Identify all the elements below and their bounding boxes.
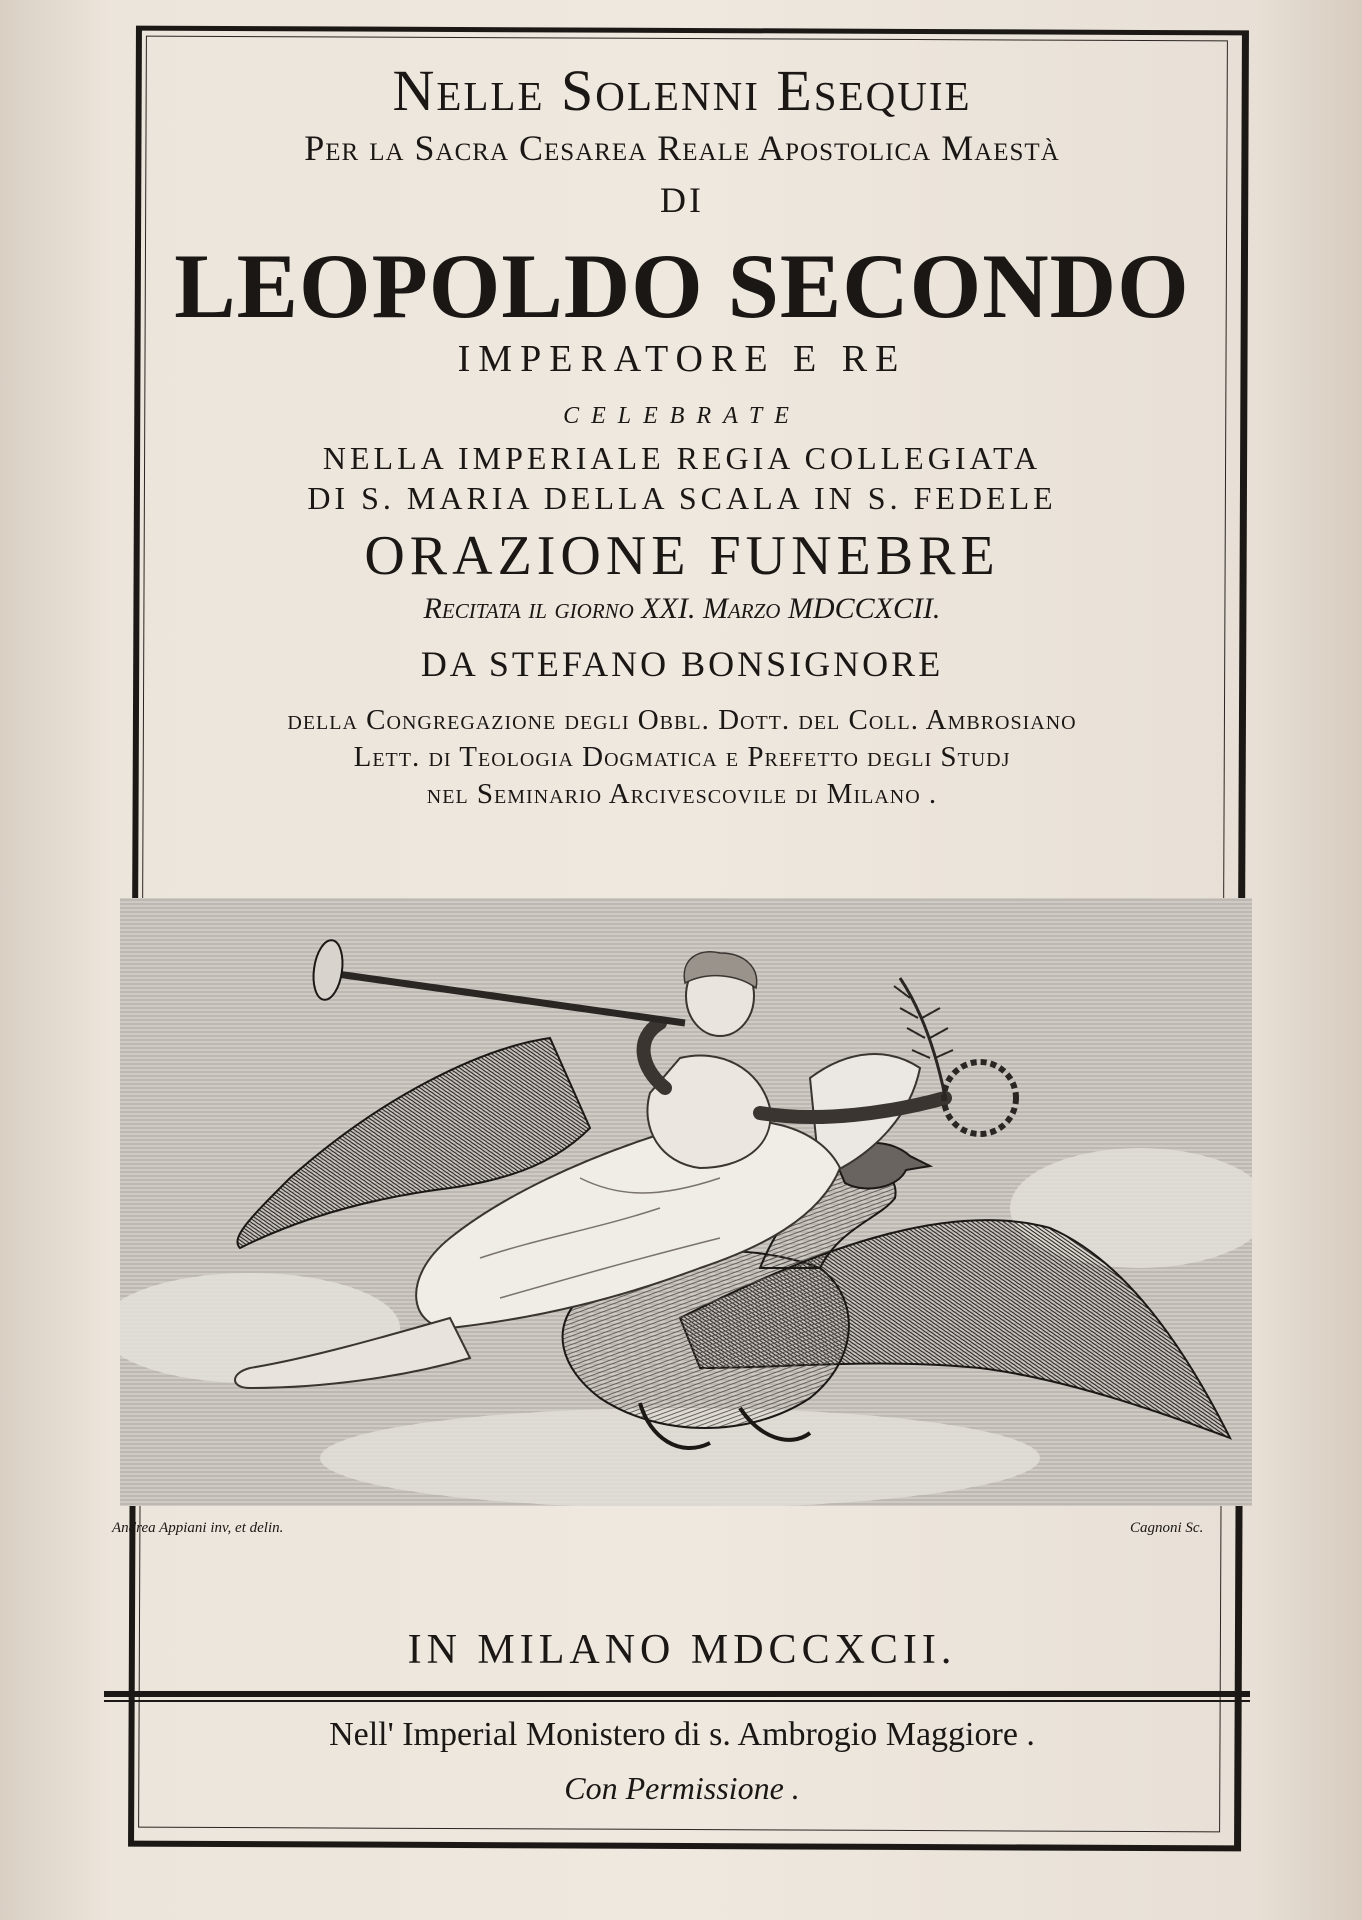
- engraving-illustration: [120, 898, 1252, 1506]
- title-line-esequie: Nelle Solenni Esequie: [392, 58, 972, 123]
- title-line-di: DI: [660, 180, 704, 220]
- title-line-orazione: ORAZIONE FUNEBRE: [364, 525, 1000, 587]
- title-line-church: DI S. MARIA DELLA SCALA IN S. FEDELE: [307, 480, 1057, 516]
- divider-rule-thick: [104, 1691, 1250, 1697]
- title-line-celebrate: CELEBRATE: [563, 403, 801, 429]
- title-line-lettore: Lett. di Teologia Dogmatica e Prefetto degli Studj: [353, 741, 1011, 773]
- title-line-congregation: della Congregazione degli Obbl. Dott. del Coll. Ambrosiano: [287, 704, 1077, 736]
- title-line-author: DA STEFANO BONSIGNORE: [420, 644, 944, 684]
- title-line-date: Recitata il giorno XXI. Marzo MDCCXCII.: [423, 592, 941, 625]
- imprint-publisher: Nell' Imperial Monistero di s. Ambrogio Maggiore .: [329, 1716, 1035, 1753]
- title-line-emperor-name: LEOPOLDO SECONDO: [174, 235, 1190, 337]
- title-line-collegiata: NELLA IMPERIALE REGIA COLLEGIATA: [322, 440, 1042, 476]
- imprint-place-year: IN MILANO MDCCXCII.: [407, 1627, 957, 1673]
- title-block: [150, 50, 1214, 809]
- divider-rule-thin: [104, 1700, 1250, 1702]
- title-line-seminario: nel Seminario Arcivescovile di Milano .: [426, 778, 938, 810]
- title-line-dedication: Per la Sacra Cesarea Reale Apostolica Maestà: [304, 128, 1060, 168]
- imprint-permission: Con Permissione .: [564, 1770, 800, 1806]
- engraving-credit-designer: Andrea Appiani inv, et delin.: [112, 1520, 284, 1536]
- title-line-imperatore: IMPERATORE E RE: [457, 338, 907, 380]
- engraving-credit-engraver: Cagnoni Sc.: [1130, 1520, 1204, 1536]
